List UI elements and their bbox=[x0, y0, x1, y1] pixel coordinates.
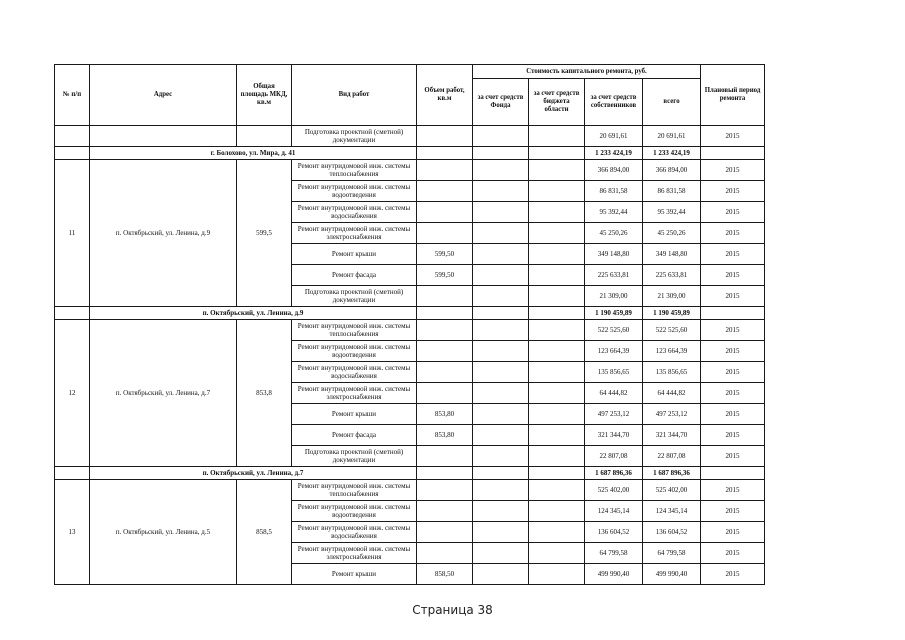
own-cost-cell: 349 148,80 bbox=[585, 244, 643, 265]
own-cost-cell: 136 604,52 bbox=[585, 522, 643, 543]
budget-cost-cell bbox=[529, 223, 585, 244]
work-type-cell: Ремонт внутридомовой инж. системы водоснабжения bbox=[292, 522, 417, 543]
fund-cost-cell bbox=[473, 480, 529, 501]
own-cost-cell: 45 250,26 bbox=[585, 223, 643, 244]
budget-cost-cell bbox=[529, 202, 585, 223]
own-cost-cell: 20 691,61 bbox=[585, 126, 643, 147]
address-total-row bbox=[55, 467, 765, 480]
area-cell: 599,5 bbox=[237, 160, 292, 307]
capital-repair-table bbox=[54, 64, 765, 585]
volume-cell bbox=[417, 181, 473, 202]
own-cost-cell: 86 831,58 bbox=[585, 181, 643, 202]
volume-cell bbox=[417, 446, 473, 467]
period-cell: 2015 bbox=[701, 265, 765, 286]
period-cell: 2015 bbox=[701, 341, 765, 362]
budget-cost-cell bbox=[529, 265, 585, 286]
period-cell: 2015 bbox=[701, 223, 765, 244]
total-cost-cell: 86 831,58 bbox=[643, 181, 701, 202]
total-row-num bbox=[55, 147, 90, 160]
period-cell: 2015 bbox=[701, 543, 765, 564]
total-cost-cell: 20 691,61 bbox=[643, 126, 701, 147]
fund-cost-cell bbox=[473, 404, 529, 425]
own-cost-cell: 366 894,00 bbox=[585, 160, 643, 181]
budget-cost-cell bbox=[529, 404, 585, 425]
fund-cost-cell bbox=[473, 446, 529, 467]
fund-cost-cell bbox=[473, 265, 529, 286]
fund-cost-cell bbox=[473, 181, 529, 202]
header-cost-group: Стоимость капитального ремонта, руб. bbox=[473, 65, 701, 79]
work-type-cell: Ремонт фасада bbox=[292, 265, 417, 286]
period-cell: 2015 bbox=[701, 244, 765, 265]
total-row-budget bbox=[529, 147, 585, 160]
area-cell bbox=[237, 126, 292, 147]
volume-cell bbox=[417, 341, 473, 362]
total-cost-cell: 95 392,44 bbox=[643, 202, 701, 223]
table-row bbox=[55, 480, 765, 501]
address-cell: п. Октябрьский, ул. Ленина, д.7 bbox=[90, 320, 237, 467]
header-fund: за счет средств Фонда bbox=[473, 79, 529, 126]
period-cell: 2015 bbox=[701, 501, 765, 522]
fund-cost-cell bbox=[473, 223, 529, 244]
total-cost-cell: 136 604,52 bbox=[643, 522, 701, 543]
total-row-own: 1 687 896,36 bbox=[585, 467, 643, 480]
fund-cost-cell bbox=[473, 320, 529, 341]
volume-cell bbox=[417, 362, 473, 383]
work-type-cell: Ремонт внутридомовой инж. системы водоотведения bbox=[292, 501, 417, 522]
work-type-cell: Ремонт внутридомовой инж. системы теплоснабжения bbox=[292, 480, 417, 501]
budget-cost-cell bbox=[529, 383, 585, 404]
address-cell: п. Октябрьский, ул. Ленина, д.5 bbox=[90, 480, 237, 585]
fund-cost-cell bbox=[473, 202, 529, 223]
volume-cell bbox=[417, 501, 473, 522]
total-row-budget bbox=[529, 307, 585, 320]
total-row-total: 1 687 896,36 bbox=[643, 467, 701, 480]
header-address: Адрес bbox=[90, 65, 237, 126]
total-row-address: п. Октябрьский, ул. Ленина, д.7 bbox=[90, 467, 417, 480]
own-cost-cell: 22 807,08 bbox=[585, 446, 643, 467]
volume-cell bbox=[417, 383, 473, 404]
period-cell: 2015 bbox=[701, 480, 765, 501]
work-type-cell: Ремонт внутридомовой инж. системы водоснабжения bbox=[292, 362, 417, 383]
header-own: за счет средств собственников bbox=[585, 79, 643, 126]
work-type-cell: Ремонт внутридомовой инж. системы теплоснабжения bbox=[292, 320, 417, 341]
budget-cost-cell bbox=[529, 244, 585, 265]
work-type-cell: Ремонт внутридомовой инж. системы водоотведения bbox=[292, 341, 417, 362]
own-cost-cell: 135 856,65 bbox=[585, 362, 643, 383]
total-row-fund bbox=[473, 147, 529, 160]
total-cost-cell: 45 250,26 bbox=[643, 223, 701, 244]
fund-cost-cell bbox=[473, 501, 529, 522]
total-cost-cell: 64 444,82 bbox=[643, 383, 701, 404]
header-period: Плановый период ремонта bbox=[701, 65, 765, 126]
period-cell: 2015 bbox=[701, 362, 765, 383]
own-cost-cell: 124 345,14 bbox=[585, 501, 643, 522]
work-type-cell: Ремонт внутридомовой инж. системы электроснабжения bbox=[292, 223, 417, 244]
total-cost-cell: 21 309,00 bbox=[643, 286, 701, 307]
own-cost-cell: 123 664,39 bbox=[585, 341, 643, 362]
total-row-num bbox=[55, 307, 90, 320]
total-cost-cell: 525 402,00 bbox=[643, 480, 701, 501]
total-cost-cell: 366 894,00 bbox=[643, 160, 701, 181]
address-cell bbox=[90, 126, 237, 147]
total-row-own: 1 233 424,19 bbox=[585, 147, 643, 160]
volume-cell: 858,50 bbox=[417, 564, 473, 585]
work-type-cell: Ремонт крыши bbox=[292, 564, 417, 585]
table-row bbox=[55, 320, 765, 341]
total-cost-cell: 22 807,08 bbox=[643, 446, 701, 467]
total-row-fund bbox=[473, 467, 529, 480]
period-cell: 2015 bbox=[701, 425, 765, 446]
volume-cell bbox=[417, 223, 473, 244]
total-row-volume bbox=[417, 467, 473, 480]
work-type-cell: Подготовка проектной (сметной) документации bbox=[292, 286, 417, 307]
volume-cell: 853,80 bbox=[417, 425, 473, 446]
period-cell: 2015 bbox=[701, 202, 765, 223]
total-cost-cell: 124 345,14 bbox=[643, 501, 701, 522]
table-row bbox=[55, 126, 765, 147]
header-area: Общая площадь МКД, кв.м bbox=[237, 65, 292, 126]
fund-cost-cell bbox=[473, 362, 529, 383]
work-type-cell: Подготовка проектной (сметной) документации bbox=[292, 446, 417, 467]
total-row-address: г. Болохово, ул. Мира, д. 41 bbox=[90, 147, 417, 160]
period-cell: 2015 bbox=[701, 320, 765, 341]
fund-cost-cell bbox=[473, 543, 529, 564]
budget-cost-cell bbox=[529, 446, 585, 467]
total-cost-cell: 135 856,65 bbox=[643, 362, 701, 383]
work-type-cell: Ремонт внутридомовой инж. системы электроснабжения bbox=[292, 383, 417, 404]
header-num: № п/п bbox=[55, 65, 90, 126]
own-cost-cell: 321 344,70 bbox=[585, 425, 643, 446]
area-cell: 853,8 bbox=[237, 320, 292, 467]
total-row-volume bbox=[417, 147, 473, 160]
budget-cost-cell bbox=[529, 543, 585, 564]
budget-cost-cell bbox=[529, 160, 585, 181]
total-cost-cell: 497 253,12 bbox=[643, 404, 701, 425]
volume-cell bbox=[417, 543, 473, 564]
budget-cost-cell bbox=[529, 425, 585, 446]
own-cost-cell: 21 309,00 bbox=[585, 286, 643, 307]
budget-cost-cell bbox=[529, 320, 585, 341]
own-cost-cell: 95 392,44 bbox=[585, 202, 643, 223]
volume-cell bbox=[417, 480, 473, 501]
volume-cell bbox=[417, 320, 473, 341]
period-cell: 2015 bbox=[701, 383, 765, 404]
address-total-row bbox=[55, 307, 765, 320]
fund-cost-cell bbox=[473, 522, 529, 543]
fund-cost-cell bbox=[473, 126, 529, 147]
total-cost-cell: 499 990,40 bbox=[643, 564, 701, 585]
address-total-row bbox=[55, 147, 765, 160]
fund-cost-cell bbox=[473, 341, 529, 362]
volume-cell bbox=[417, 202, 473, 223]
budget-cost-cell bbox=[529, 362, 585, 383]
own-cost-cell: 64 444,82 bbox=[585, 383, 643, 404]
total-row-volume bbox=[417, 307, 473, 320]
work-type-cell: Ремонт фасада bbox=[292, 425, 417, 446]
work-type-cell: Подготовка проектной (сметной) документации bbox=[292, 126, 417, 147]
page-number-label: Страница 38 bbox=[412, 603, 493, 617]
area-cell: 858,5 bbox=[237, 480, 292, 585]
budget-cost-cell bbox=[529, 181, 585, 202]
total-row-num bbox=[55, 467, 90, 480]
period-cell: 2015 bbox=[701, 126, 765, 147]
volume-cell bbox=[417, 522, 473, 543]
volume-cell: 599,50 bbox=[417, 244, 473, 265]
total-row-period bbox=[701, 147, 765, 160]
header-budget: за счет средств бюджета области bbox=[529, 79, 585, 126]
total-row-own: 1 190 459,89 bbox=[585, 307, 643, 320]
period-cell: 2015 bbox=[701, 181, 765, 202]
budget-cost-cell bbox=[529, 126, 585, 147]
volume-cell bbox=[417, 286, 473, 307]
own-cost-cell: 525 402,00 bbox=[585, 480, 643, 501]
period-cell: 2015 bbox=[701, 286, 765, 307]
period-cell: 2015 bbox=[701, 564, 765, 585]
total-cost-cell: 349 148,80 bbox=[643, 244, 701, 265]
budget-cost-cell bbox=[529, 480, 585, 501]
work-type-cell: Ремонт внутридомовой инж. системы теплоснабжения bbox=[292, 160, 417, 181]
own-cost-cell: 497 253,12 bbox=[585, 404, 643, 425]
total-cost-cell: 522 525,60 bbox=[643, 320, 701, 341]
budget-cost-cell bbox=[529, 522, 585, 543]
header-volume: Объем работ, кв.м bbox=[417, 65, 473, 126]
fund-cost-cell bbox=[473, 383, 529, 404]
budget-cost-cell bbox=[529, 501, 585, 522]
fund-cost-cell bbox=[473, 425, 529, 446]
own-cost-cell: 499 990,40 bbox=[585, 564, 643, 585]
fund-cost-cell bbox=[473, 286, 529, 307]
volume-cell: 853,80 bbox=[417, 404, 473, 425]
volume-cell bbox=[417, 126, 473, 147]
budget-cost-cell bbox=[529, 286, 585, 307]
total-cost-cell: 225 633,81 bbox=[643, 265, 701, 286]
total-row-fund bbox=[473, 307, 529, 320]
budget-cost-cell bbox=[529, 564, 585, 585]
period-cell: 2015 bbox=[701, 404, 765, 425]
work-type-cell: Ремонт внутридомовой инж. системы водоотведения bbox=[292, 181, 417, 202]
total-row-address: п. Октябрьский, ул. Ленина, д.9 bbox=[90, 307, 417, 320]
table-header bbox=[55, 65, 765, 126]
own-cost-cell: 64 799,58 bbox=[585, 543, 643, 564]
total-row-total: 1 190 459,89 bbox=[643, 307, 701, 320]
own-cost-cell: 225 633,81 bbox=[585, 265, 643, 286]
work-type-cell: Ремонт крыши bbox=[292, 404, 417, 425]
total-row-period bbox=[701, 307, 765, 320]
total-cost-cell: 321 344,70 bbox=[643, 425, 701, 446]
volume-cell bbox=[417, 160, 473, 181]
header-work-type: Вид работ bbox=[292, 65, 417, 126]
table-row bbox=[55, 160, 765, 181]
address-cell: п. Октябрьский, ул. Ленина, д.9 bbox=[90, 160, 237, 307]
total-cost-cell: 64 799,58 bbox=[643, 543, 701, 564]
volume-cell: 599,50 bbox=[417, 265, 473, 286]
period-cell: 2015 bbox=[701, 446, 765, 467]
row-number bbox=[55, 126, 90, 147]
row-number: 13 bbox=[55, 480, 90, 585]
total-row-total: 1 233 424,19 bbox=[643, 147, 701, 160]
total-row-budget bbox=[529, 467, 585, 480]
row-number: 11 bbox=[55, 160, 90, 307]
row-number: 12 bbox=[55, 320, 90, 467]
header-total: всего bbox=[643, 79, 701, 126]
own-cost-cell: 522 525,60 bbox=[585, 320, 643, 341]
period-cell: 2015 bbox=[701, 160, 765, 181]
fund-cost-cell bbox=[473, 160, 529, 181]
fund-cost-cell bbox=[473, 564, 529, 585]
total-row-period bbox=[701, 467, 765, 480]
work-type-cell: Ремонт крыши bbox=[292, 244, 417, 265]
fund-cost-cell bbox=[473, 244, 529, 265]
total-cost-cell: 123 664,39 bbox=[643, 341, 701, 362]
period-cell: 2015 bbox=[701, 522, 765, 543]
work-type-cell: Ремонт внутридомовой инж. системы водоснабжения bbox=[292, 202, 417, 223]
table-body bbox=[55, 126, 765, 585]
budget-cost-cell bbox=[529, 341, 585, 362]
work-type-cell: Ремонт внутридомовой инж. системы электроснабжения bbox=[292, 543, 417, 564]
